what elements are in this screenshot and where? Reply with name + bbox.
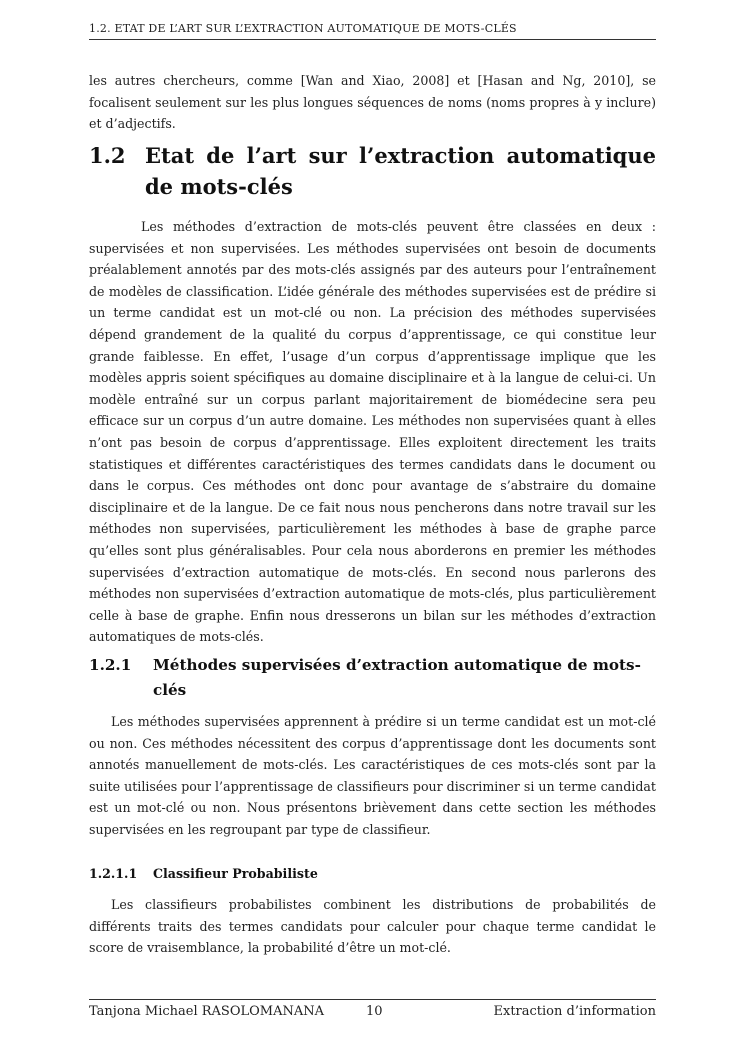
footer-title: Extraction d’information <box>493 1004 656 1019</box>
subsection-paragraph: Les méthodes supervisées apprennent à prédire si un terme candidat est un mot-clé ou non. Ces méthodes nécessitent des corpus d’apprentissage dont les documents sont annotés manuellement de mots-clés. Les caractéristiques de ces mots-clés sont par la suite utilisées pour l’apprentissage de classifieurs pour discriminer si un terme candidat est un mot-clé ou non. Nous présentons brièvement dans cette section les méthodes supervisées en les regroupant par type de classifieur. <box>89 714 656 837</box>
subsubsection-number: 1.2.1.1 <box>89 866 138 881</box>
footer-author: Tanjona Michael RASOLOMANANA <box>89 1004 325 1019</box>
section-paragraph: Les méthodes d’extraction de mots-clés peuvent être classées en deux : supervisées et non supervisées. Les méthodes supervisées ont besoin de documents préalablement annotés par des mots-clés assignés par des auteurs pour l’entraînement de modèles de classification. L’idée générale des méthodes supervisées est de prédire si un terme candidat est un mot-clé ou non. La précision des méthodes supervisées dépend grandement de la qualité du corpus d’apprentissage, ce qui constitue leur grande faiblesse. En effet, l’usage d’un corpus d’apprentissage implique que les modèles appris soient spécifiques au domaine disciplinaire et à la langue de celui-ci. Un modèle entraîné sur un corpus parlant majoritairement de biomédecine sera peu efficace sur un corpus d’un autre domaine. Les méthodes non supervisées quant à elles n’ont pas besoin de corpus d’apprentissage. Elles exploitent directement les traits statistiques et différentes caractéristiques des termes candidats dans le document ou dans le corpus. Ces méthodes ont donc pour avantage de s’abstraire du domaine disciplinaire et de la langue. De ce fait nous nous pencherons dans notre travail sur les méthodes non supervisées, particulièrement les méthodes à base de graphe parce qu’elles sont plus généralisables. Pour cela nous aborderons en premier les méthodes supervisées d’extraction automatique de mots-clés. En second nous parlerons des méthodes non supervisées d’extraction automatique de mots-clés, plus particulièrement celle à base de graphe. Enfin nous dresserons un bilan sur les méthodes d’extraction automatiques de mots-clés. <box>89 219 656 645</box>
footer-rule <box>89 999 656 1000</box>
intro-paragraph: les autres chercheurs, comme [Wan and Xiao, 2008] et [Hasan and Ng, 2010], se focalisent seulement sur les plus longues séquences de noms (noms propres à y inclure) et d’adjectifs. <box>89 73 656 132</box>
footer-page-number: 10 <box>366 1004 383 1019</box>
subsubsection-title: Classifieur Probabiliste <box>153 866 318 881</box>
section-number: 1.2 <box>89 143 126 168</box>
subsection-number: 1.2.1 <box>89 656 132 674</box>
subsection-heading <box>89 653 656 703</box>
subsubsection-heading <box>89 864 656 884</box>
subsubsection-paragraph: Les classifieurs probabilistes combinent les distributions de probabilités de différents traits des termes candidats pour calculer pour chaque terme candidat le score de vraisemblance, la probabilité d’être un mot-clé. <box>89 897 656 956</box>
section-heading <box>89 140 656 202</box>
subsection-title: Méthodes supervisées d’extraction automatique de mots-clés <box>153 656 641 699</box>
running-head: 1.2. ETAT DE L’ART SUR L’EXTRACTION AUTOMATIQUE DE MOTS-CLÉS <box>89 22 656 40</box>
page-footer <box>89 1004 656 1024</box>
section-title: Etat de l’art sur l’extraction automatique de mots-clés <box>145 143 656 199</box>
